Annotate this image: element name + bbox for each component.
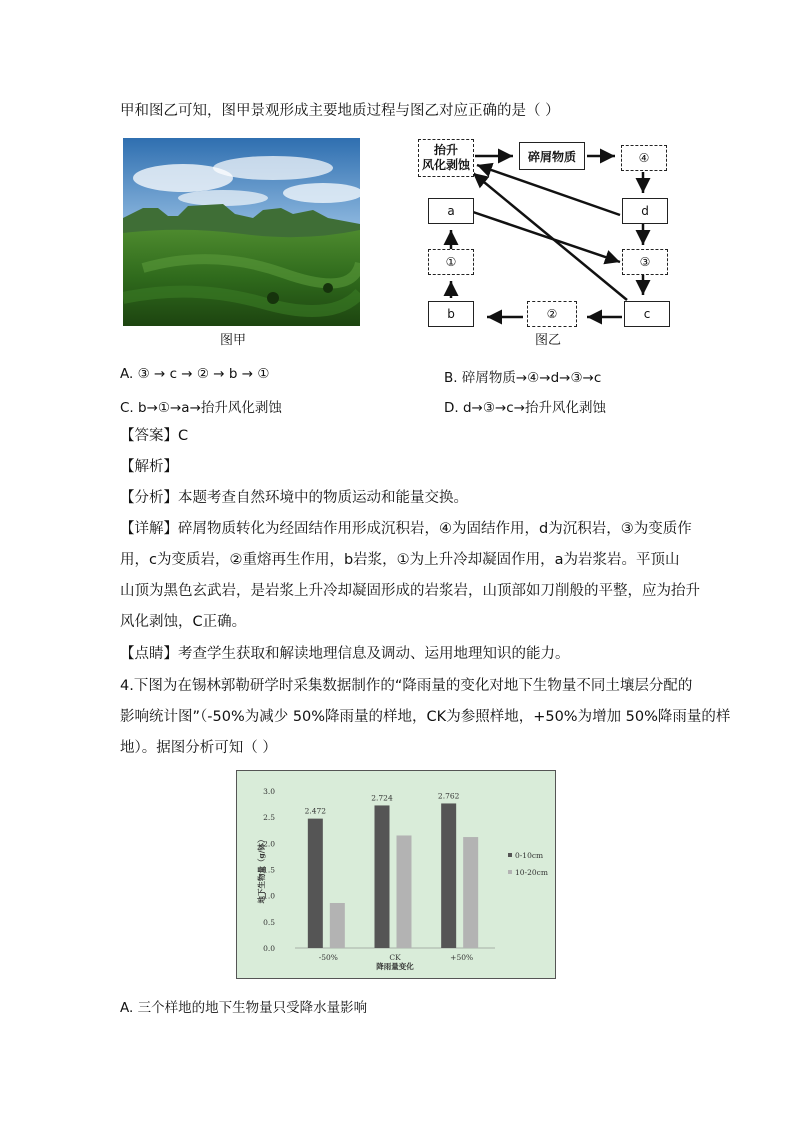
process-4-box	[621, 145, 667, 171]
option-c: C. b→①→a→抬升风化剥蚀	[120, 400, 282, 416]
bar-0-10cm--50%	[308, 819, 323, 948]
chart-svg	[237, 771, 555, 978]
rock-cycle-diagram	[415, 135, 675, 335]
rock-b-label: b	[447, 307, 455, 321]
bar-0-10cm-+50%	[441, 803, 456, 948]
process-1-label: ①	[445, 255, 457, 269]
rock-a-label: a	[447, 204, 455, 218]
option-b: B. 碎屑物质→④→d→③→c	[444, 370, 602, 386]
biomass-chart	[236, 770, 556, 979]
x-axis-label: 降雨量变化	[376, 962, 414, 971]
q4-option-a: A. 三个样地的地下生物量只受降水量影响	[120, 1000, 368, 1016]
process-3-box	[622, 249, 668, 275]
legend-swatch-0-10cm	[508, 853, 512, 857]
y-tick-label: 1.5	[263, 865, 275, 875]
bar-10-20cm-+50%	[463, 837, 478, 948]
answer: 【答案】C	[120, 428, 189, 444]
process-2-label: ②	[546, 307, 558, 321]
figure-a-caption: 图甲	[220, 333, 247, 348]
option-d: D. d→③→c→抬升风化剥蚀	[444, 400, 607, 416]
process-2-box	[527, 301, 577, 327]
question-intro: 甲和图乙可知，图甲景观形成主要地质过程与图乙对应正确的是（ ）	[120, 103, 560, 119]
option-a: A. ③ → c → ② → b → ①	[120, 366, 270, 382]
legend-swatch-10-20cm	[508, 870, 512, 874]
y-tick-label: 3.0	[263, 787, 275, 796]
process-3-label: ③	[639, 255, 651, 269]
process-1-box	[428, 249, 474, 275]
bar-10-20cm--50%	[330, 903, 345, 948]
y-tick-label: 0.0	[263, 944, 275, 953]
q4-line-1: 4.下图为在锡林郭勒研学时采集数据制作的“降雨量的变化对地下生物量不同土壤层分配的	[120, 678, 693, 694]
comment: 【点睛】考查学生获取和解读地理信息及调动、运用地理知识的能力。	[120, 646, 570, 662]
detail-line-4: 风化剥蚀，C正确。	[120, 614, 247, 630]
bar-0-10cm-CK	[375, 805, 390, 948]
y-tick-label: 2.0	[263, 839, 275, 849]
x-tick-label: CK	[389, 953, 401, 962]
analysis-text: 【分析】本题考查自然环境中的物质运动和能量交换。	[120, 490, 468, 506]
rock-d-label: d	[641, 204, 649, 218]
detail-line-1: 【详解】碎屑物质转化为经固结作用形成沉积岩，④为固结作用，d为沉积岩，③为变质作	[120, 521, 692, 537]
y-axis-label: 地下生物量（g/钵）	[257, 835, 266, 904]
x-tick-label: +50%	[450, 953, 474, 962]
q4-line-2: 影响统计图”（-50%为减少 50%降雨量的样地，CK为参照样地，+50%为增加 50%降雨量的样	[120, 709, 731, 725]
rock-c-label: c	[643, 307, 651, 321]
landscape-photo	[123, 138, 360, 326]
data-label: 2.472	[304, 806, 327, 816]
rock-a-box	[428, 198, 474, 224]
rock-b-box	[428, 301, 474, 327]
q4-line-3: 地）。据图分析可知（ ）	[120, 740, 277, 756]
weathering-label: 风化剥蚀	[421, 158, 470, 172]
y-tick-label: 2.5	[263, 813, 275, 823]
data-label: 2.724	[371, 793, 393, 803]
sediment-label: 碎屑物质	[527, 149, 576, 164]
y-tick-label: 0.5	[263, 917, 275, 927]
analysis-heading: 【解析】	[120, 459, 178, 475]
sediment-box	[519, 142, 585, 170]
legend-label-0-10cm: 0-10cm	[515, 851, 544, 860]
y-tick-label: 1.0	[263, 891, 275, 901]
uplift-label: 抬升	[433, 143, 458, 157]
process-4-label: ④	[638, 151, 650, 165]
data-label: 2.762	[437, 791, 460, 801]
rock-d-box	[622, 198, 668, 224]
figure-b-caption: 图乙	[535, 333, 562, 348]
x-tick-label: -50%	[318, 953, 338, 962]
legend-label-10-20cm: 10-20cm	[515, 868, 548, 877]
detail-line-2: 用，c为变质岩，②重熔再生作用，b岩浆，①为上升冷却凝固作用，a为岩浆岩。平顶山	[120, 552, 680, 568]
detail-line-3: 山顶为黑色玄武岩，是岩浆上升冷却凝固形成的岩浆岩，山顶部如刀削般的平整，应为抬升	[120, 583, 700, 599]
bar-10-20cm-CK	[397, 835, 412, 948]
rock-c-box	[624, 301, 670, 327]
uplift-weathering-box	[418, 139, 474, 177]
